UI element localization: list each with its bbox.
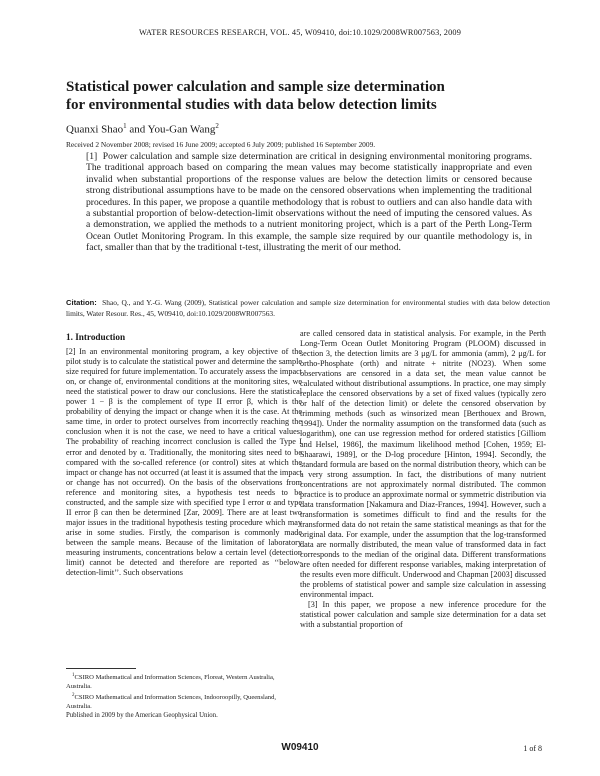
abstract-text: Power calculation and sample size determination are critical in designing environmental monitoring programs. The traditional approach based on comparing the mean values may become statistically inappropriate and even invalid when substantial proportions of the response values are below the detection limits or censored because strong distributional assumptions have to be made on the censored observations when implementing the traditional procedures. In this paper, we propose a quantile methodology that is robust to outliers and can also handle data with a substantial proportion of below-detection-limit observations without the need of imputing the censored values. As a demonstration, we applied the methods to a nutrient monitoring project, which is a part of the Perth Long-Term Ocean Outlet Monitoring Program. In this example, the sample size required by our quantile methodology is, in fact, smaller than that by the traditional t-test, illustrating the merit of our method. — [86, 151, 533, 254]
footnote-2 — [66, 692, 300, 711]
abstract — [86, 151, 532, 254]
footnote-divider — [66, 668, 136, 669]
author-list — [66, 122, 219, 136]
paragraph-2-continued: are called censored data in statistical analysis. For example, in the Perth Long-Term Ocean Outlet Monitoring Program (PLOOM) discussed in section 3, the detection limits are 3 μg/L for ammonia (amm), 2 μg/L for ortho-Phosphate (orth) and nitrate + nitrite (NO23). When some observations are censored in a data set, the mean value cannot be calculated without distributional assumptions. In practice, one may simply replace the censored observations by a set of fixed values (typically zero or half of the detection limit) or delete the censored observation by trimming methods (such as winsorized mean [Berthouex and Brown, 1994]). Under the normality assumption on the transformed data (such as logarithm), one can use regression method for ordered statistics [Gilliom and Helsel, 1986], the maximum likelihood method [Cohen, 1959; El-Shaarawi, 1989], or the D-log procedure [Hinton, 1994]. Secondly, the standard formula are based on the normal distribution theory, which can be a very strong assumption. In fact, the distributions of many nutrient concentrations are not approximately normal distributed. The common practice is to produce an approximate normal or symmetric distribution via data transformation [Nakamura and Diaz-Frances, 1994]. However, such a transformation is sometimes difficult to find and the results for the transformed data do not retain the same statistical meanings as that for the original data. For example, under the assumption that the log-transformed data are normally distributed, the mean value of transformed data in fact corresponds to the median of the original data. Different transformations are often needed for different response variables, making interpretation of the results even more difficult. Underwood and Chapman [2003] discussed the problems of statistical power and sample size calculation in assessing environmental impact. — [300, 329, 546, 600]
publisher-note: Published in 2009 by the American Geophysical Union. — [66, 712, 218, 719]
author-2: and You-Gan Wang — [126, 123, 216, 136]
footnote-2-text: CSIRO Mathematical and Information Sciences, Indooroopilly, Queensland, Australia. — [66, 694, 277, 711]
title-line-1: Statistical power calculation and sample size determination — [66, 79, 445, 95]
left-column — [66, 332, 302, 578]
author-1: Quanxi Shao — [66, 123, 124, 136]
footnote-2-mark: 2 — [72, 693, 75, 699]
article-id: W09410 — [281, 742, 319, 753]
received-dates: Received 2 November 2008; revised 16 June 2009; accepted 6 July 2009; published 16 September 2009. — [66, 140, 376, 149]
title-line-2: for environmental studies with data below detection limits — [66, 97, 437, 113]
paragraph-2: [2] In an environmental monitoring program, a key objective of the pilot study is to calculate the statistical power and determine the sample size required for future implementation. To accurately assess the impact on, or change of, environmental conditions at the monitoring sites, we need the statistical power to draw our conclusions. Here the statistical power 1 − β is the complement of type II error β, which is the probability of denying the impact or change when it is the case. At the same time, in order to protect ourselves from incorrectly reaching the conclusion when it is not the case, we need to have a critical values. The probability of reaching incorrect conclusion is called the Type I error and denoted by α. Traditionally, the monitoring sites need to be compared with the so-called reference (or control) sites at which the impact or change has not occurred (at least it is assumed that the impact or change has not occurred). On the basis of the observations from reference and monitoring sites, a hypothesis test needs to be constructed, and the sample size with specified type I error α and type II error β can then be determined [Zar, 2009]. There are at least two major issues in the traditional hypothesis testing procedure which may arise in some studies. Firstly, the comparison is commonly made between the sample means. Because of the limitation of laboratory measuring instruments, concentrations below a certain level (detection limit) cannot be detected and therefore are reported as ‘‘below-detection-limit’’. Such observations — [66, 347, 302, 578]
citation — [66, 298, 550, 319]
paper-title — [66, 78, 546, 114]
author-2-affiliation-mark: 2 — [215, 122, 219, 130]
right-column — [300, 329, 546, 630]
page-number: 1 of 8 — [523, 744, 542, 753]
paragraph-3: [3] In this paper, we propose a new inference procedure for the statistical power calculation and sample size determination for a data set with a substantial proportion of — [300, 600, 546, 630]
abstract-marker: [1] — [86, 151, 98, 162]
section-heading-introduction: 1. Introduction — [66, 332, 126, 342]
running-head: WATER RESOURCES RESEARCH, VOL. 45, W09410, doi:10.1029/2008WR007563, 2009 — [138, 28, 462, 37]
footnote-1-text: CSIRO Mathematical and Information Sciences, Floreat, Western Australia, Australia. — [66, 674, 275, 690]
footnote-1-mark: 1 — [72, 673, 75, 678]
author-1-affiliation-mark: 1 — [123, 122, 127, 130]
citation-text: Shao, Q., and Y.-G. Wang (2009), Statistical power calculation and sample size determination for environmental studies with data below detection limits, Water Resour. Res., 45, W09410, doi:10.1029/2008WR007563. — [66, 298, 550, 318]
footnote-1 — [66, 672, 300, 691]
footnotes — [66, 672, 300, 713]
citation-label: Citation: — [66, 298, 97, 307]
